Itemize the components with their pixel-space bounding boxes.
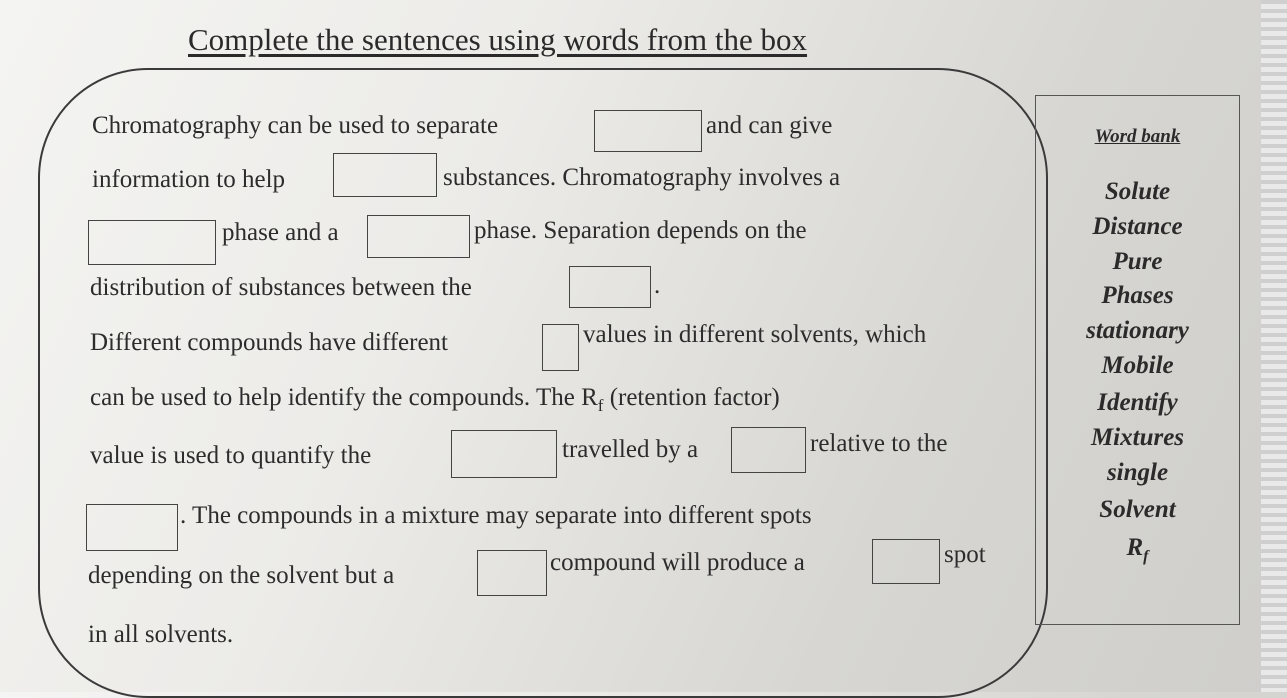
passage-line-2a: information to help [92,166,286,193]
answer-blank-9[interactable] [86,504,178,551]
passage-line-5a: Different compounds have different [90,329,448,356]
answer-blank-5[interactable] [569,266,651,308]
passage-line-1b: and can give [706,112,833,139]
passage-line-9b: compound will produce a [550,549,805,576]
answer-blank-2[interactable] [333,153,437,197]
word-bank-word: Mobile [1101,352,1174,379]
word-bank-word: Phases [1101,282,1174,309]
passage-line-6 [90,384,780,416]
passage-line-1a: Chromatography can be used to separate [92,112,499,139]
passage-line-4b: . [654,272,661,299]
answer-blank-10[interactable] [477,550,547,596]
passage-line-10: in all solvents. [88,621,234,648]
answer-blank-6[interactable] [542,324,579,371]
answer-blank-1[interactable] [594,110,702,152]
word-bank-rf-sub: f [1143,548,1149,565]
passage-line-7b: travelled by a [562,436,699,463]
word-bank-word: Identify [1097,389,1178,416]
word-bank-rf [1036,534,1239,566]
word-bank-word: Distance [1092,213,1183,240]
passage-line-7c: relative to the [810,430,948,457]
word-bank [1035,95,1240,625]
answer-blank-3[interactable] [88,220,216,265]
word-bank-word: Solute [1104,178,1171,205]
answer-blank-8[interactable] [731,427,806,473]
passage-line-4a: distribution of substances between the [90,274,472,301]
page-title: Complete the sentences using words from the box [188,22,808,57]
passage-line-8: . The compounds in a mixture may separate into different spots [180,502,812,529]
passage-line-9c: spot [944,541,986,568]
passage-line-6a: can be used to help identify the compounds. The R [90,384,598,411]
passage-line-3a: phase and a [222,219,339,246]
word-bank-word: Mixtures [1090,424,1185,451]
passage-line-2b: substances. Chromatography involves a [443,164,841,191]
word-bank-rf-main: R [1126,534,1144,561]
answer-blank-11[interactable] [872,539,940,584]
paper-edge [1261,0,1287,692]
answer-blank-4[interactable] [367,215,470,258]
word-bank-word: stationary [1086,317,1189,344]
passage-line-7a: value is used to quantify the [90,442,372,469]
passage-line-5b: values in different solvents, which [583,321,927,348]
word-bank-word: single [1106,459,1169,486]
passage-box [38,68,1048,698]
rf-subscript: f [597,396,604,415]
answer-blank-7[interactable] [451,430,557,478]
passage-line-6b: (retention factor) [609,384,780,411]
passage-line-3b: phase. Separation depends on the [474,217,807,244]
word-bank-word: Pure [1112,248,1163,275]
word-bank-word: Solvent [1099,496,1176,523]
passage-line-9a: depending on the solvent but a [88,562,395,589]
word-bank-title: Word bank [1094,126,1181,147]
